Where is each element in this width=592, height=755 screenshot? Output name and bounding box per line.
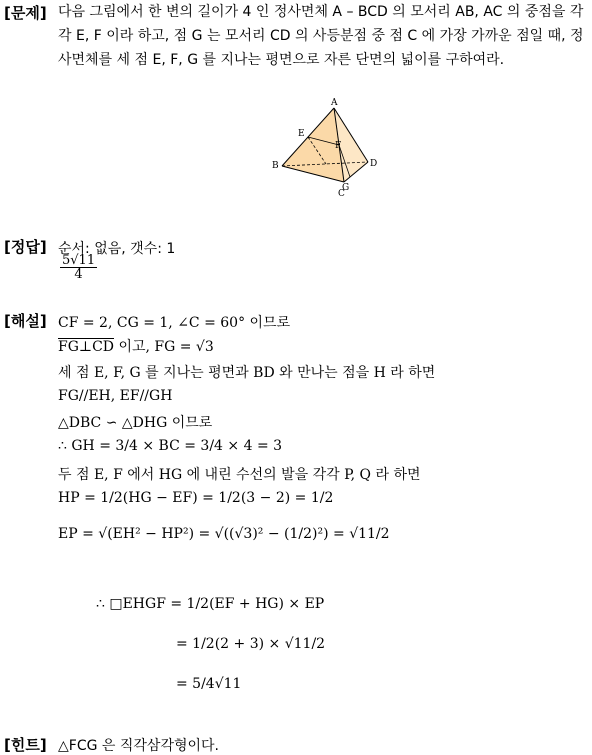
sol-line-11: = 1/2(2 + 3) × √11/2 [176,636,326,652]
answer-line: 순서: 없음, 갯수: 1 [58,241,176,257]
sol-line-6: ∴ GH = 3/4 × BC = 3/4 × 4 = 3 [58,438,283,454]
sol-line-2: FG⊥CD 이고, FG = √3 [58,339,214,355]
sol-line-9: EP = √(EH² − HP²) = √((√3)² − (1/2)²) = √11/2 [58,526,390,542]
label-A: A [331,98,338,108]
problem-text: 다음 그림에서 한 변의 길이가 4 인 정사면체 A – BCD 의 모서리 AB, AC 의 중점을 각각 E, F 이라 하고, 점 G 는 모서리 CD 의 사등분점 중 점 C 에 가장 가까운 점일 때, 정사면체를 세 점 E, F, G 를 지나는 평면으로 자른 단면의 넓이를 구하여라. [58,4,584,68]
sol-line-10: ∴ □EHGF = 1/2(EF + HG) × EP [96,596,325,612]
hint-text: △FCG 은 직각삼각형이다. [58,738,219,754]
sol-line-4: FG//EH, EF//GH [58,388,173,404]
hint-tag: [힌트] [4,736,47,754]
sol-line-1: CF = 2, CG = 1, ∠C = 60° 이므로 [58,315,291,331]
label-E: E [298,129,305,139]
label-C: C [338,189,345,199]
sol-line-7: 두 점 E, F 에서 HG 에 내린 수선의 발을 각각 P, Q 라 하면 [58,467,421,483]
label-D: D [370,159,378,169]
answer-fraction: $\frac{5√11}{4}$ [62,253,96,282]
sol-line-12: = 5/4√11 [176,676,242,692]
label-G: G [342,183,350,193]
tetrahedron-figure [262,96,386,200]
sol-line-3: 세 점 E, F, G 를 지나는 평면과 BD 와 만나는 점을 H 라 하면 [58,365,436,381]
solution-tag: [해설] [4,312,47,330]
label-F: F [335,141,342,151]
label-B: B [272,161,279,171]
answer-tag: [정답] [4,238,47,256]
problem-tag: [문제] [4,4,47,22]
sol-line-5: △DBC ∽ △DHG 이므로 [58,415,213,431]
sol-line-8: HP = 1/2(HG − EF) = 1/2(3 − 2) = 1/2 [58,490,334,506]
